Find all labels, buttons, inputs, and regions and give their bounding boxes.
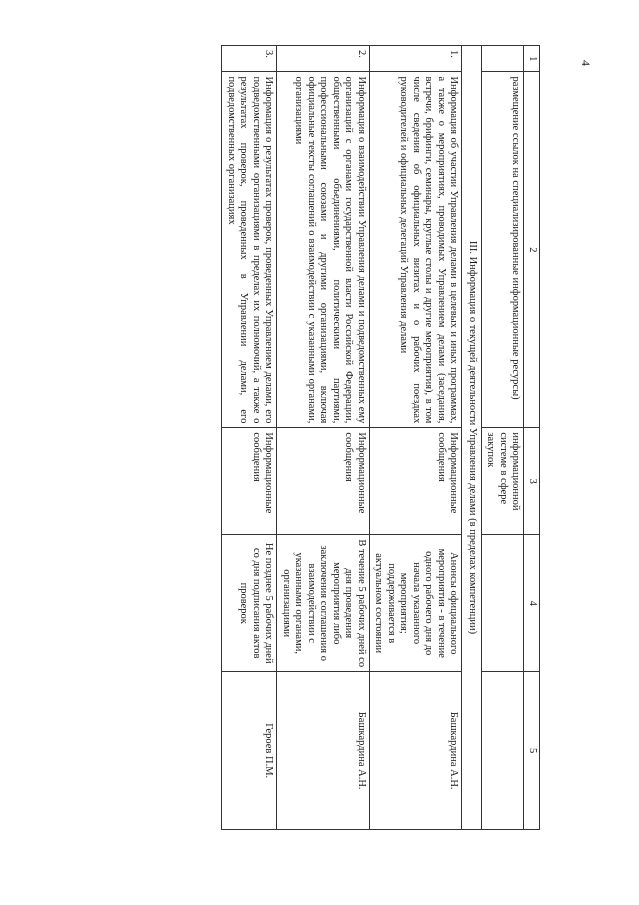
info-cell: Информация о результатах проверок, проведенных Управлением делами, его подведомственными организациями в пределах их полномочий, а также о результатах проверок, проведенных в Управлении делами, его подведомственных организациях bbox=[222, 72, 277, 428]
page-number: 4 bbox=[579, 60, 593, 66]
deadline-cell: В течение 5 рабочих дней со дня проведения мероприятия либо заключения соглашения о взаимодействии с указанными органами, организациями bbox=[277, 535, 370, 672]
table-row-continuation bbox=[482, 46, 525, 830]
responsible-cell: Героев П.М. bbox=[222, 672, 277, 830]
header-col-1: 1 bbox=[524, 46, 540, 72]
row-number: 3. bbox=[222, 46, 277, 72]
form-cell: Информационные сообщения bbox=[370, 428, 463, 535]
deadline-cell: Анонсы официального мероприятия - в течение одного рабочего дня до начала указанного мероприятия; поддерживается в актуальном состоянии bbox=[370, 535, 463, 672]
row-number: 1. bbox=[370, 46, 463, 72]
section-row bbox=[462, 46, 482, 830]
header-col-5: 5 bbox=[524, 672, 540, 830]
section-title: III. Информация о текущей деятельности Управления делами (в пределах компетенции) bbox=[462, 46, 482, 830]
table-row bbox=[370, 46, 463, 830]
header-col-2: 2 bbox=[524, 72, 540, 428]
deadline-cell: Не позднее 5 рабочих дней со дня подписания актов проверок bbox=[222, 535, 277, 672]
header-col-4: 4 bbox=[524, 535, 540, 672]
table-row bbox=[222, 46, 277, 830]
deadline-cell bbox=[482, 535, 525, 672]
header-col-3: 3 bbox=[524, 428, 540, 535]
info-cell: размещение ссылок на специализированные информационные ресурсы) bbox=[482, 72, 525, 428]
form-cell: Информационные сообщения bbox=[222, 428, 277, 535]
responsible-cell: Башкардина А.Н. bbox=[370, 672, 463, 830]
form-cell: информационной системе в сфере закупок bbox=[482, 428, 525, 535]
info-cell: Информация о взаимодействии Управления делами и подведомственных ему организаций с органами государственной власти Российской Федерации, общественными объединениями, политическими партиями, профессиональными союзами и другими организациями, включая официальные тексты соглашений о взаимодействии с указанными органами, организациями bbox=[277, 72, 370, 428]
document-table bbox=[222, 45, 541, 830]
responsible-cell bbox=[482, 672, 525, 830]
form-cell: Информационные сообщения bbox=[277, 428, 370, 535]
table-row bbox=[277, 46, 370, 830]
table-header-row bbox=[524, 46, 540, 830]
info-cell: Информация об участии Управления делами в целевых и иных программах, а также о мероприятиях, проводимых Управлением делами (заседания, встречи, брифинги, семинары, круглые столы и другие мероприятия), в том числе сведения об официальных визитах и о рабочих поездках руководителей и официальных делегаций Управления делами bbox=[370, 72, 463, 428]
row-number bbox=[482, 46, 525, 72]
rotated-table-wrapper bbox=[120, 40, 560, 890]
responsible-cell: Башкардина А.Н. bbox=[277, 672, 370, 830]
row-number: 2. bbox=[277, 46, 370, 72]
